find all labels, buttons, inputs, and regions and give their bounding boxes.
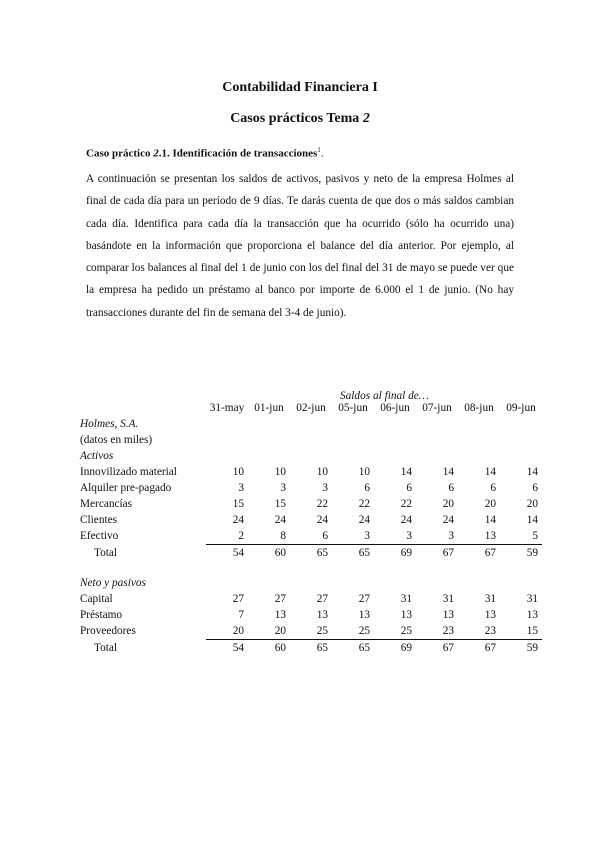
table-cell: 65 [316, 642, 328, 654]
column-header: 08-jun [464, 402, 494, 414]
table-cell: 15 [500, 623, 542, 640]
column-header: 06-jun [380, 402, 410, 414]
table-cell: 31 [400, 593, 412, 605]
table-cell: 3 [416, 528, 458, 545]
table-cell: 31 [442, 593, 454, 605]
intro-paragraph: A continuación se presentan los saldos de activos, pasivos y neto de la empresa Holmes al final de cada día para un período de 9 días. Te darás cuenta de que dos o más saldos cambian cada día. Identifica para cada día la transacción que ha ocurrido (sólo ha ocurrido una) basándote en la información que proporciona el balance del día anterior. Por ejemplo, al comparar los balances al final del 1 de junio con los del final del 31 de mayo se puede ver que la empresa ha pedido un préstamo al banco por importe de 6.000 el 1 de junio. (No hay transacciones durante del fin de semana del 3-4 de junio). [86, 173, 514, 319]
table-cell: 3 [322, 482, 328, 494]
table-cell: 20 [206, 623, 248, 640]
table-cell: 23 [458, 623, 500, 640]
table-row [80, 496, 542, 512]
row-label: Alquiler pre-pagado [80, 482, 172, 494]
table-cell: 13 [526, 609, 538, 621]
table-cell: 65 [358, 642, 370, 654]
column-header: 02-jun [296, 402, 326, 414]
header-blank [80, 400, 206, 416]
table-cell: 24 [232, 514, 244, 526]
row-label: Préstamo [80, 609, 123, 621]
table-cell: 69 [400, 642, 412, 654]
table-cell: 24 [358, 514, 370, 526]
case-label-number: 2 [153, 147, 159, 160]
table-cell: 6 [406, 482, 412, 494]
table-cell: 54 [232, 547, 244, 559]
table-cell: 65 [358, 547, 370, 559]
table-cell: 10 [358, 466, 370, 478]
table-cell: 59 [526, 642, 538, 654]
case-label-prefix: Caso práctico [86, 147, 154, 160]
table-row [80, 623, 542, 640]
table-cell: 14 [484, 514, 496, 526]
table-cell: 14 [484, 466, 496, 478]
table-cell: 14 [442, 466, 454, 478]
table-cell: 13 [400, 609, 412, 621]
table-cell: 65 [316, 547, 328, 559]
table-cell: 6 [490, 482, 496, 494]
table-cell: 13 [316, 609, 328, 621]
table-cell: 25 [332, 623, 374, 640]
table-cell: 10 [232, 466, 244, 478]
table-cell: 69 [400, 547, 412, 559]
table-cell: 3 [238, 482, 244, 494]
footnote-mark[interactable]: 1 [317, 146, 321, 154]
table-cell: 22 [400, 498, 412, 510]
assets-heading-row [80, 448, 542, 464]
assets-body [80, 464, 542, 545]
subtitle-number: 2 [362, 111, 370, 126]
liabilities-total-body [80, 640, 542, 657]
table-cell: 22 [316, 498, 328, 510]
table-row [80, 591, 542, 607]
table-cell: 67 [442, 547, 454, 559]
case-label-rest: .1. Identificación de transacciones [158, 147, 318, 160]
table-cell: 6 [364, 482, 370, 494]
table-cell: 2 [206, 528, 248, 545]
row-label: Total [94, 641, 118, 654]
table-caption: Saldos al final de… [340, 390, 429, 402]
units-label: (datos en miles) [80, 434, 153, 446]
table-cell: 15 [274, 498, 286, 510]
row-label: Clientes [80, 514, 118, 526]
table-cell: 27 [232, 593, 244, 605]
table-cell: 24 [442, 514, 454, 526]
table-cell: 67 [484, 642, 496, 654]
table-cell: 8 [248, 528, 290, 545]
units-row [80, 432, 542, 448]
table-cell: 13 [274, 609, 286, 621]
table-cell: 24 [316, 514, 328, 526]
table-row [80, 528, 542, 545]
table-cell: 3 [280, 482, 286, 494]
row-label: Capital [80, 593, 113, 605]
table-cell: 10 [274, 466, 286, 478]
total-row [80, 545, 542, 562]
table-cell: 15 [232, 498, 244, 510]
table-cell: 60 [274, 547, 286, 559]
table-cell: 13 [442, 609, 454, 621]
table-cell: 3 [332, 528, 374, 545]
table-row [80, 464, 542, 480]
table-cell: 60 [274, 642, 286, 654]
case-label-end: . [320, 147, 324, 160]
table-cell: 24 [274, 514, 286, 526]
liabilities-body [80, 591, 542, 640]
table-cell: 6 [532, 482, 538, 494]
document-subtitle [0, 111, 600, 127]
table-cell: 27 [358, 593, 370, 605]
table-cell: 59 [526, 547, 538, 559]
table-cell: 7 [238, 609, 244, 621]
column-header: 31-may [209, 402, 245, 414]
table-cell: 20 [526, 498, 538, 510]
company-name: Holmes, S.A. [80, 418, 139, 430]
table-cell: 20 [442, 498, 454, 510]
table-cell: 67 [442, 642, 454, 654]
table-cell: 31 [526, 593, 538, 605]
table-cell: 13 [458, 528, 500, 545]
balance-table [80, 400, 542, 656]
assets-heading: Activos [80, 450, 114, 462]
table-cell: 6 [290, 528, 332, 545]
table-cell: 25 [290, 623, 332, 640]
spacer-row [80, 561, 542, 575]
table-cell: 27 [274, 593, 286, 605]
table-cell: 14 [526, 466, 538, 478]
table-cell: 14 [526, 514, 538, 526]
column-header: 05-jun [338, 402, 368, 414]
subtitle-prefix: Casos prácticos Tema [230, 111, 363, 126]
table-cell: 25 [374, 623, 416, 640]
row-label: Total [94, 546, 118, 559]
table-cell: 20 [248, 623, 290, 640]
liabilities-heading-row [80, 575, 542, 591]
table-cell: 54 [232, 642, 244, 654]
table-row [80, 512, 542, 528]
table-cell: 24 [400, 514, 412, 526]
table-cell: 23 [416, 623, 458, 640]
table-cell: 13 [484, 609, 496, 621]
row-label: Mercancías [80, 498, 133, 510]
row-label: Proveedores [80, 625, 136, 638]
row-label: Innovilizado material [80, 466, 177, 478]
table-row [80, 480, 542, 496]
table-cell: 10 [316, 466, 328, 478]
table-cell: 67 [484, 547, 496, 559]
total-row [80, 640, 542, 657]
case-heading [86, 146, 324, 160]
header-row [80, 400, 542, 416]
table-cell: 14 [400, 466, 412, 478]
table-cell: 20 [484, 498, 496, 510]
spacer-cell [80, 561, 542, 575]
column-header: 07-jun [422, 402, 452, 414]
table-cell: 27 [316, 593, 328, 605]
liabilities-heading: Neto y pasivos [80, 577, 146, 589]
table-row [80, 607, 542, 623]
table-cell: 22 [358, 498, 370, 510]
table-cell: 31 [484, 593, 496, 605]
row-label: Efectivo [80, 530, 119, 543]
company-row [80, 416, 542, 432]
table-cell: 3 [374, 528, 416, 545]
table-cell: 13 [358, 609, 370, 621]
document-title: Contabilidad Financiera I [222, 80, 378, 95]
table-cell: 5 [500, 528, 542, 545]
table-cell: 6 [448, 482, 454, 494]
assets-total-body [80, 545, 542, 562]
column-header: 09-jun [506, 402, 536, 414]
column-header: 01-jun [254, 402, 284, 414]
